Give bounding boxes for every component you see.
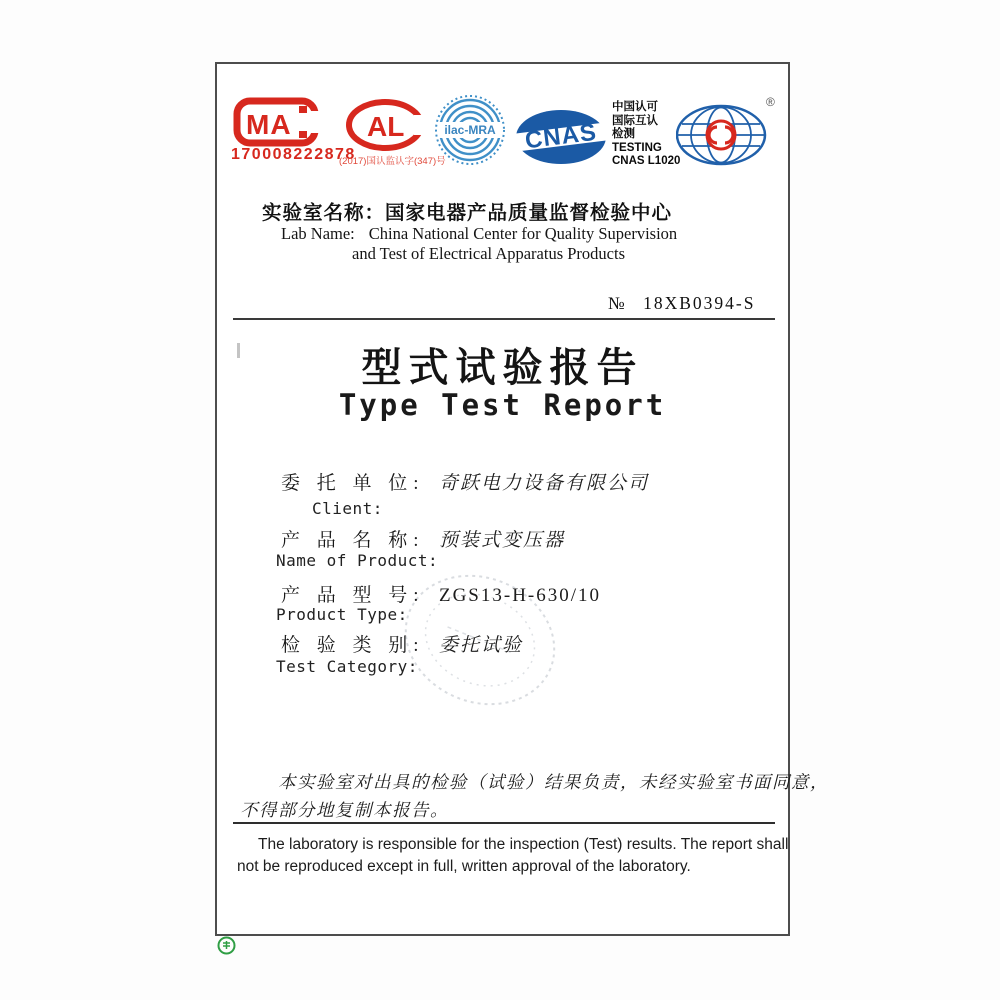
svg-text:MA: MA — [246, 109, 292, 140]
accreditation-line: 国际互认 — [612, 114, 658, 127]
accreditation-text-block — [612, 101, 680, 169]
field-test-category-label-en: Test Category: — [276, 657, 418, 676]
disclaimer-chinese-line2: 不得部分地复制本报告。 — [240, 800, 449, 820]
lab-name-chinese: 实验室名称：国家电器产品质量监督检验中心 — [262, 202, 673, 224]
ilac-mra-logo-icon — [434, 92, 506, 170]
horizontal-rule-bottom — [233, 822, 775, 824]
report-title-english: Type Test Report — [338, 388, 667, 422]
cal-caption: (2017)国认监认字(347)号 — [339, 156, 446, 167]
registered-trademark-symbol: ® — [766, 95, 775, 109]
accreditation-line: TESTING — [612, 141, 662, 154]
report-number-value: 18XB0394-S — [643, 293, 756, 313]
lab-name-label: Lab Name: — [281, 224, 355, 243]
report-number — [608, 293, 755, 314]
cma-certificate-number: 170008222878 — [231, 146, 356, 163]
lab-name-english-line2: and Test of Electrical Apparatus Products — [352, 244, 626, 263]
green-seal-icon — [217, 936, 236, 955]
svg-text:AL: AL — [367, 111, 405, 142]
cal-logo-icon — [344, 99, 432, 151]
accreditation-line: CNAS L1020 — [612, 155, 681, 167]
svg-text:ilac-MRA: ilac-MRA — [444, 123, 496, 137]
field-test-category-label-cn: 检 验 类 别: — [281, 635, 425, 656]
field-product-name — [281, 525, 565, 552]
field-client-label-en: Client: — [312, 499, 383, 518]
cma-logo-icon — [231, 96, 323, 148]
accreditation-line: 检测 — [612, 128, 635, 140]
horizontal-rule-top — [233, 318, 775, 320]
cnas-logo-icon — [514, 108, 608, 166]
field-client-label-cn: 委 托 单 位: — [281, 473, 425, 494]
report-number-label: № — [608, 293, 626, 313]
field-product-name-value: 预装式变压器 — [438, 530, 565, 551]
svg-text:CNAS: CNAS — [523, 118, 599, 155]
field-product-type-value: ZGS13-H-630/10 — [438, 585, 602, 606]
lab-name-english-line1 — [281, 224, 677, 244]
disclaimer-english-line2: not be reproduced except in full, written approval of the laboratory. — [237, 858, 691, 875]
lab-name-value: China National Center for Quality Supervision — [368, 224, 678, 243]
disclaimer-english-line1: The laboratory is responsible for the inspection (Test) results. The report shall — [258, 836, 789, 853]
globe-certification-logo-icon — [676, 103, 770, 167]
report-title-chinese: 型式试验报告 — [361, 346, 644, 390]
field-product-type — [281, 580, 601, 607]
field-product-name-label-en: Name of Product: — [276, 551, 439, 570]
accreditation-line: 中国认可 — [612, 101, 658, 113]
field-product-name-label-cn: 产 品 名 称: — [281, 530, 425, 551]
field-client — [281, 468, 649, 495]
field-product-type-label-en: Product Type: — [276, 605, 408, 624]
field-test-category-value: 委托试验 — [438, 635, 523, 656]
field-product-type-label-cn: 产 品 型 号: — [281, 585, 425, 606]
field-test-category — [281, 630, 523, 657]
disclaimer-chinese-line1: 本实验室对出具的检验（试验）结果负责，未经实验室书面同意， — [278, 772, 829, 792]
field-client-value: 奇跃电力设备有限公司 — [438, 473, 649, 494]
